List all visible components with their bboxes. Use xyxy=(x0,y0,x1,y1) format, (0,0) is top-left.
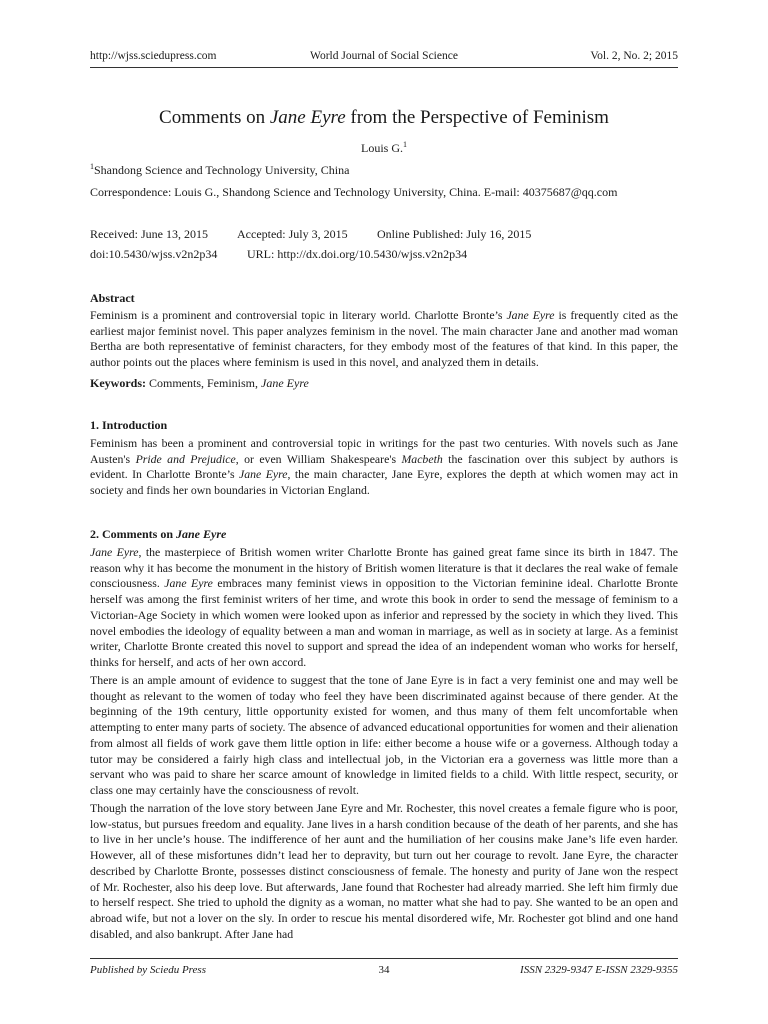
published-date: Online Published: July 16, 2015 xyxy=(377,227,532,241)
running-header xyxy=(90,50,678,66)
received-date: Received: June 13, 2015 xyxy=(90,227,208,241)
author: Louis G.$^1$ xyxy=(361,140,407,155)
volume-info: Vol. 2, No. 2; 2015 xyxy=(590,50,678,62)
running-footer xyxy=(90,964,678,980)
issn: ISSN 2329-9347 E-ISSN 2329-9355 xyxy=(520,964,678,976)
page-number: 34 xyxy=(378,964,390,976)
doi-url[interactable]: URL: http://dx.doi.org/10.5430/wjss.v2n2p34 xyxy=(247,247,468,261)
section2-heading: 2. Comments on Jane Eyre xyxy=(90,527,227,541)
publisher: Published by Sciedu Press xyxy=(90,964,206,976)
abstract-heading: Abstract xyxy=(90,291,135,305)
journal-url[interactable]: http://wjss.sciedupress.com xyxy=(90,50,217,62)
intro-heading: 1. Introduction xyxy=(90,418,168,432)
section2-paragraph-1: Jane Eyre, the masterpiece of British women writer Charlotte Bronte has gained great fame since its birth in 1847. The reason why it has become the monument in the history of British women literature is that it declares the real wake of female consciousness. Jane Eyre embraces many feminist views in opposition to the Victorian feminine ideal. Charlotte Bronte herself was among the first feminist writers of her time, and wrote this book in order to send the message of feminism to a Victorian-Age Society in which women were looked upon as inferior and repressed by the society in which they lived. This novel embodies the ideology of equality between a man and woman in marriage, as well as in society at large. As a feminist writer, Charlotte Bronte created this novel to support and spread the idea of an independent woman who works for herself, thinks for herself, and acts of her own accord. xyxy=(90,545,678,669)
header-rule xyxy=(90,67,678,68)
keywords: Keywords: Comments, Feminism, Jane Eyre xyxy=(90,376,309,390)
section2-paragraph-2: There is an ample amount of evidence to suggest that the tone of Jane Eyre is in fact a very feminist one and may well be thought as relevant to the women of today who feel they have been discriminated against because of there gender. At the beginning of the 19th century, little opportunity existed for women, and thus many of them felt uncomfortable when attempting to enter many parts of society. The absence of advanced educational opportunities for women and their alienation from almost all fields of work gave them little option in life: either become a house wife or a governess. Although today a tutor may be considered a fairly high class and intellectual job, in the Victorian era a governess was little more than a servant who was paid to share her scarce amount of knowledge in limited fields to a child. With little respect, security, or class one may certainly have the consciousness of revolt. xyxy=(90,673,679,797)
abstract-text: Feminism is a prominent and controversial topic in literary world. Charlotte Bronte’s Jane Eyre is frequently cited as the earliest major feminist novel. This paper analyzes feminism in the novel. The main character Jane and another mad woman Bertha are both representative of feminist characters, for they embody most of the features of that kind. In this paper, the author points out the places where feminism is used in this novel, and analyzed them in details. xyxy=(90,308,678,370)
section2-paragraph-3: Though the narration of the love story between Jane Eyre and Mr. Rochester, this novel creates a female figure who is poor, low-status, but pursues freedom and equality. Jane lives in a harsh condition because of the death of her parents, and she has to live in her uncle’s house. The indifference of her aunt and the humiliation of her cousins make Jane’s life even harder. However, all of these misfortunes didn’t lead her to depravity, but turn out her courage to revolt. Jane Eyre, the character described by Charlotte Bronte, possesses distinct consciousness of female. The honesty and purity of Jane won the respect of Mr. Rochester, also his deep love. But afterwards, Jane found that Rochester had already married. She left him firmly due to herself respect. She tried to uphold the dignity as a woman, no matter what she had to pay. She wanted to be an open and abroad wife, but not a lover on the sly. In order to rescue his mental disordered wife, Mr. Rochester got blind and one hand disabled, and also bankrupt. After Jane had xyxy=(90,801,678,941)
intro-paragraph: Feminism has been a prominent and controversial topic in writings for the past two centuries. With novels such as Jane Austen's Pride and Prejudice, or even William Shakespeare's Macbeth the fascination over this subject by authors is evident. In Charlotte Bronte’s Jane Eyre, the main character, Jane Eyre, explores the depth at which women may act in society and finds her own boundaries in Victorian England. xyxy=(90,436,679,498)
doi: doi:10.5430/wjss.v2n2p34 xyxy=(90,247,218,261)
paper-title: Comments on Jane Eyre from the Perspective of Feminism xyxy=(159,107,609,128)
correspondence: Correspondence: Louis G., Shandong Science and Technology University, China. E-mail: 40375687@qq.com xyxy=(90,185,618,199)
accepted-date: Accepted: July 3, 2015 xyxy=(237,227,348,241)
paper-page xyxy=(90,0,678,1024)
affiliation: $^1$Shandong Science and Technology University, China xyxy=(90,162,350,177)
journal-name: World Journal of Social Science xyxy=(310,50,458,62)
footer-rule xyxy=(90,958,678,959)
